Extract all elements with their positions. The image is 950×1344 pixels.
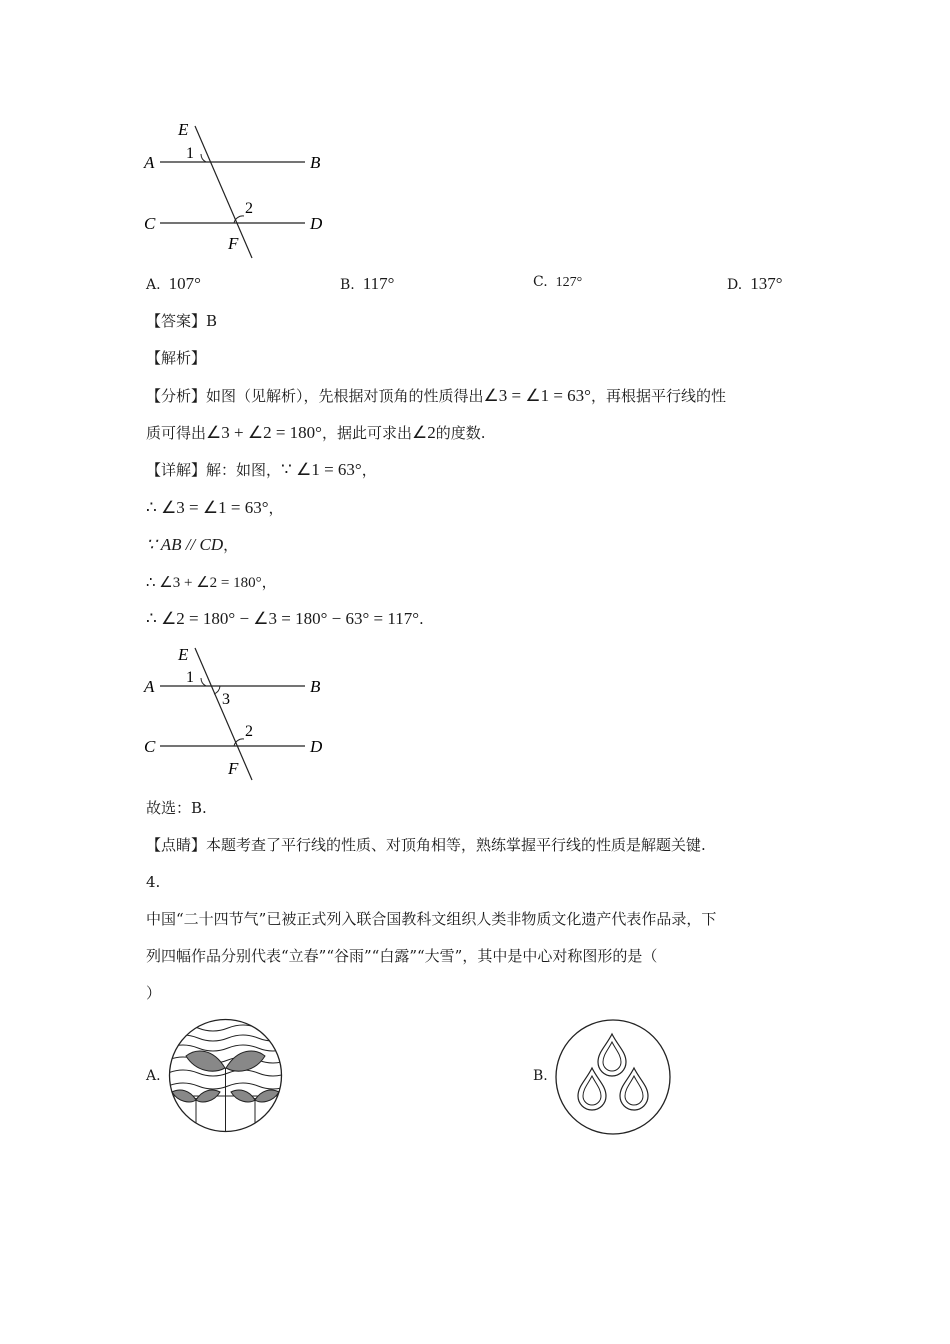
option-b-label: B.: [533, 1068, 548, 1084]
label2-B: B: [310, 677, 321, 696]
label-C: C: [144, 214, 156, 233]
step-3: ∴ ∠3 + ∠2 = 180°，: [146, 573, 277, 591]
question-4-number: 4.: [146, 873, 161, 891]
fenxi-line-2: 质可得出∠3 + ∠2 = 180°，据此可求出∠2的度数.: [146, 423, 486, 442]
label2-F: F: [228, 759, 239, 778]
label-F: F: [228, 234, 239, 253]
label2-C: C: [144, 737, 156, 756]
step-1: ∴ ∠3 = ∠1 = 63°，: [146, 498, 284, 517]
step-4: ∴ ∠2 = 180° − ∠3 = 180° − 63° = 117°.: [146, 609, 424, 628]
label-angle-2: 2: [245, 200, 253, 217]
guyu-emblem-image: [554, 1018, 672, 1136]
parallel-lines-figure-1: [140, 118, 340, 263]
conclusion: 故选：B.: [146, 799, 207, 817]
label-angle-1: 1: [186, 145, 194, 162]
option-a-label: A.: [146, 1068, 161, 1084]
label-A: A: [144, 153, 155, 172]
option-b: B. 117°: [340, 274, 395, 293]
label2-A: A: [144, 677, 155, 696]
label2-angle-2: 2: [245, 723, 253, 740]
xiangjie-line: 【详解】解：如图，∵ ∠1 = 63°，: [146, 460, 377, 479]
option-c: C. 127°: [533, 274, 583, 290]
step-2: ∵ AB // CD，: [146, 535, 239, 554]
label-E: E: [178, 120, 189, 139]
label2-D: D: [310, 737, 323, 756]
answer-line: 【答案】B: [146, 312, 218, 330]
option-d: D. 137°: [727, 274, 783, 293]
analysis-heading: 【解析】: [146, 349, 207, 367]
fenxi-line-1: 【分析】如图（见解析），先根据对顶角的性质得出∠3 = ∠1 = 63°，再根据平行线的性: [146, 386, 727, 405]
question-4-line-2: 列四幅作品分别代表“立春”“谷雨”“白露”“大雪”，其中是中心对称图形的是（: [146, 947, 658, 965]
dianjing-line: 【点睛】本题考查了平行线的性质、对顶角相等，熟练掌握平行线的性质是解题关键.: [146, 836, 706, 854]
option-a: A. 107°: [146, 274, 201, 293]
lichun-emblem-image: [168, 1018, 283, 1133]
question-4-line-3: ）: [146, 984, 162, 1002]
label-B: B: [310, 153, 321, 172]
label-D: D: [310, 214, 323, 233]
question-4-line-1: 中国“二十四节气”已被正式列入联合国教科文组织人类非物质文化遗产代表作品录，下: [146, 910, 717, 928]
label2-E: E: [178, 645, 189, 664]
label2-angle-3: 3: [222, 691, 230, 708]
label2-angle-1: 1: [186, 669, 194, 686]
parallel-lines-figure-2: [140, 642, 340, 787]
